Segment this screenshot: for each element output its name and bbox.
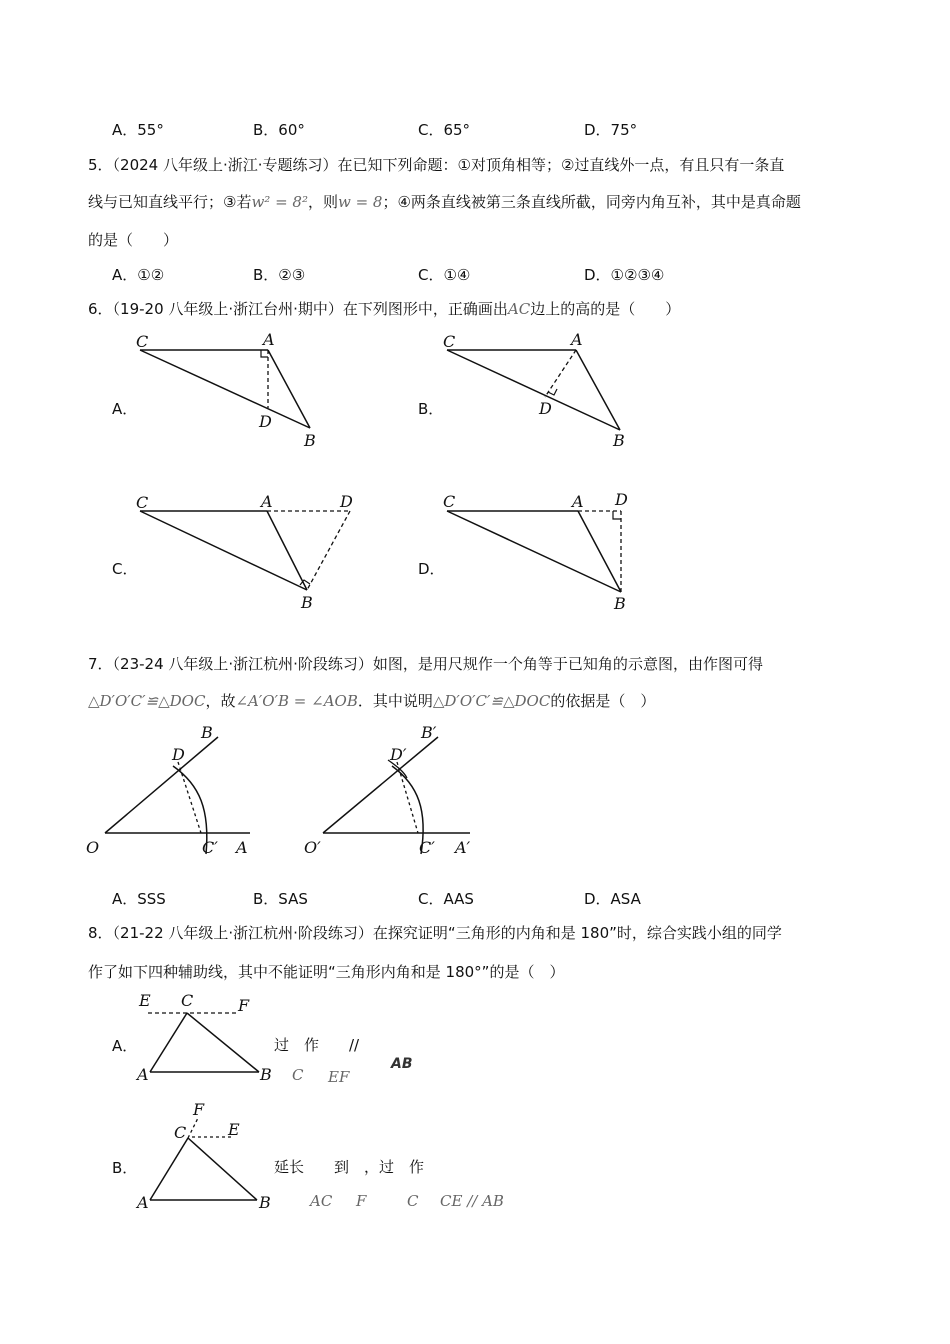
q8-optB-ac: AC bbox=[310, 1192, 333, 1210]
q4-option-a: A．55° bbox=[112, 121, 164, 139]
q8-optA-ef: EF bbox=[328, 1068, 350, 1086]
q8-option-b: B． bbox=[112, 1159, 138, 1177]
q7l-label-b: B bbox=[201, 723, 213, 742]
q6a-label-a: A bbox=[263, 330, 275, 349]
q7-line2: △D′O′C′≌△DOC，故∠A′O′B = ∠AOB．其中说明△D′O′C′≌△DOC的依据是（ ） bbox=[88, 692, 656, 710]
q6b-label-a: A bbox=[571, 330, 583, 349]
q7-option-a: A．SSS bbox=[112, 890, 166, 908]
q5-option-a: A．①② bbox=[112, 266, 165, 284]
q7l-label-d: D bbox=[172, 745, 185, 764]
q5-math-result: w = 8 bbox=[337, 193, 383, 211]
q7-line1: 7．（23-24 八年级上·浙江杭州·阶段练习）如图，是用尺规作一个角等于已知角的示意图，由作图可得 bbox=[88, 655, 763, 673]
q6b-label-d: D bbox=[539, 399, 552, 418]
q6d-label-c: C bbox=[443, 492, 456, 511]
q8-optA-c: C bbox=[292, 1066, 304, 1084]
q6c-label-b: B bbox=[301, 593, 313, 612]
q5-math-equation: w² = 8² bbox=[251, 193, 308, 211]
q5-line3: 的是（ ） bbox=[88, 231, 179, 249]
q8b-label-c: C bbox=[174, 1123, 187, 1142]
q6-stem: 6．（19-20 八年级上·浙江台州·期中）在下列图形中，正确画出AC边上的高的是（ ） bbox=[88, 300, 681, 318]
q6b-label-c: C bbox=[443, 332, 456, 351]
q5-option-d: D．①②③④ bbox=[584, 266, 665, 284]
q5-line1: 5．（2024 八年级上·浙江·专题练习）在已知下列命题：①对顶角相等；②过直线外一点，有且只有一条直 bbox=[88, 156, 785, 174]
q8-option-a: A． bbox=[112, 1037, 138, 1055]
q8-line1: 8．（21-22 八年级上·浙江杭州·阶段练习）在探究证明“三角形的内角和是 180”时，综合实践小组的同学 bbox=[88, 924, 782, 942]
q6c-label-a: A bbox=[261, 492, 273, 511]
q6-option-a: A． bbox=[112, 400, 138, 418]
q6c-label-c: C bbox=[136, 493, 149, 512]
q7-option-d: D．ASA bbox=[584, 890, 641, 908]
q5-option-c: C．①④ bbox=[418, 266, 471, 284]
q8b-label-a: A bbox=[137, 1193, 149, 1212]
q6-option-c: C． bbox=[112, 560, 138, 578]
q7r-label-d: D′ bbox=[390, 745, 407, 764]
q8-optA-ab: AB bbox=[391, 1056, 413, 1072]
q4-option-d: D．75° bbox=[584, 121, 638, 139]
q6d-label-d: D bbox=[615, 490, 628, 509]
q8a-label-e: E bbox=[139, 991, 151, 1010]
q7l-label-o: O bbox=[86, 838, 100, 857]
q6a-label-d: D bbox=[259, 412, 272, 431]
q7l-label-c: C′ bbox=[202, 838, 218, 857]
q7-option-c: C．AAS bbox=[418, 890, 474, 908]
q8b-label-e: E bbox=[228, 1120, 240, 1139]
q6-option-b: B． bbox=[418, 400, 444, 418]
q6-option-d: D． bbox=[418, 560, 445, 578]
q8-optB-ce: CE // AB bbox=[440, 1192, 504, 1210]
q8-optB-text: 延长 到 ，过 作 bbox=[274, 1158, 425, 1176]
q4-option-b: B．60° bbox=[253, 121, 305, 139]
q8a-label-b: B bbox=[260, 1065, 272, 1084]
q6a-label-b: B bbox=[304, 431, 316, 450]
q7r-label-o: O′ bbox=[304, 838, 321, 857]
q8a-label-c: C bbox=[181, 991, 194, 1010]
q8b-label-f: F bbox=[193, 1100, 205, 1119]
q6d-label-a: A bbox=[572, 492, 584, 511]
q7r-label-a: A′ bbox=[455, 838, 471, 857]
q8-line2: 作了如下四种辅助线，其中不能证明“三角形内角和是 180°”的是（ ） bbox=[88, 963, 565, 981]
q7l-label-a: A bbox=[236, 838, 248, 857]
q7r-label-b: B′ bbox=[421, 723, 437, 742]
q8a-label-a: A bbox=[137, 1065, 149, 1084]
q7-option-b: B．SAS bbox=[253, 890, 308, 908]
q6b-label-b: B bbox=[613, 431, 625, 450]
q8-optB-f: F bbox=[356, 1192, 367, 1210]
q6d-label-b: B bbox=[614, 594, 626, 613]
q5-option-b: B．②③ bbox=[253, 266, 306, 284]
q8a-label-f: F bbox=[238, 996, 250, 1015]
q7r-label-c: C′ bbox=[419, 838, 435, 857]
q6a-label-c: C bbox=[136, 332, 149, 351]
q6c-label-d: D bbox=[340, 492, 353, 511]
q5-line2: 线与已知直线平行；③若w² = 8²，则w = 8；④两条直线被第三条直线所截，同旁内角互补，其中是真命题 bbox=[88, 193, 801, 211]
q8-optA-text: 过 作 // bbox=[274, 1036, 360, 1054]
q8b-label-b: B bbox=[259, 1193, 271, 1212]
q4-option-c: C．65° bbox=[418, 121, 471, 139]
q8-optB-c: C bbox=[407, 1192, 419, 1210]
